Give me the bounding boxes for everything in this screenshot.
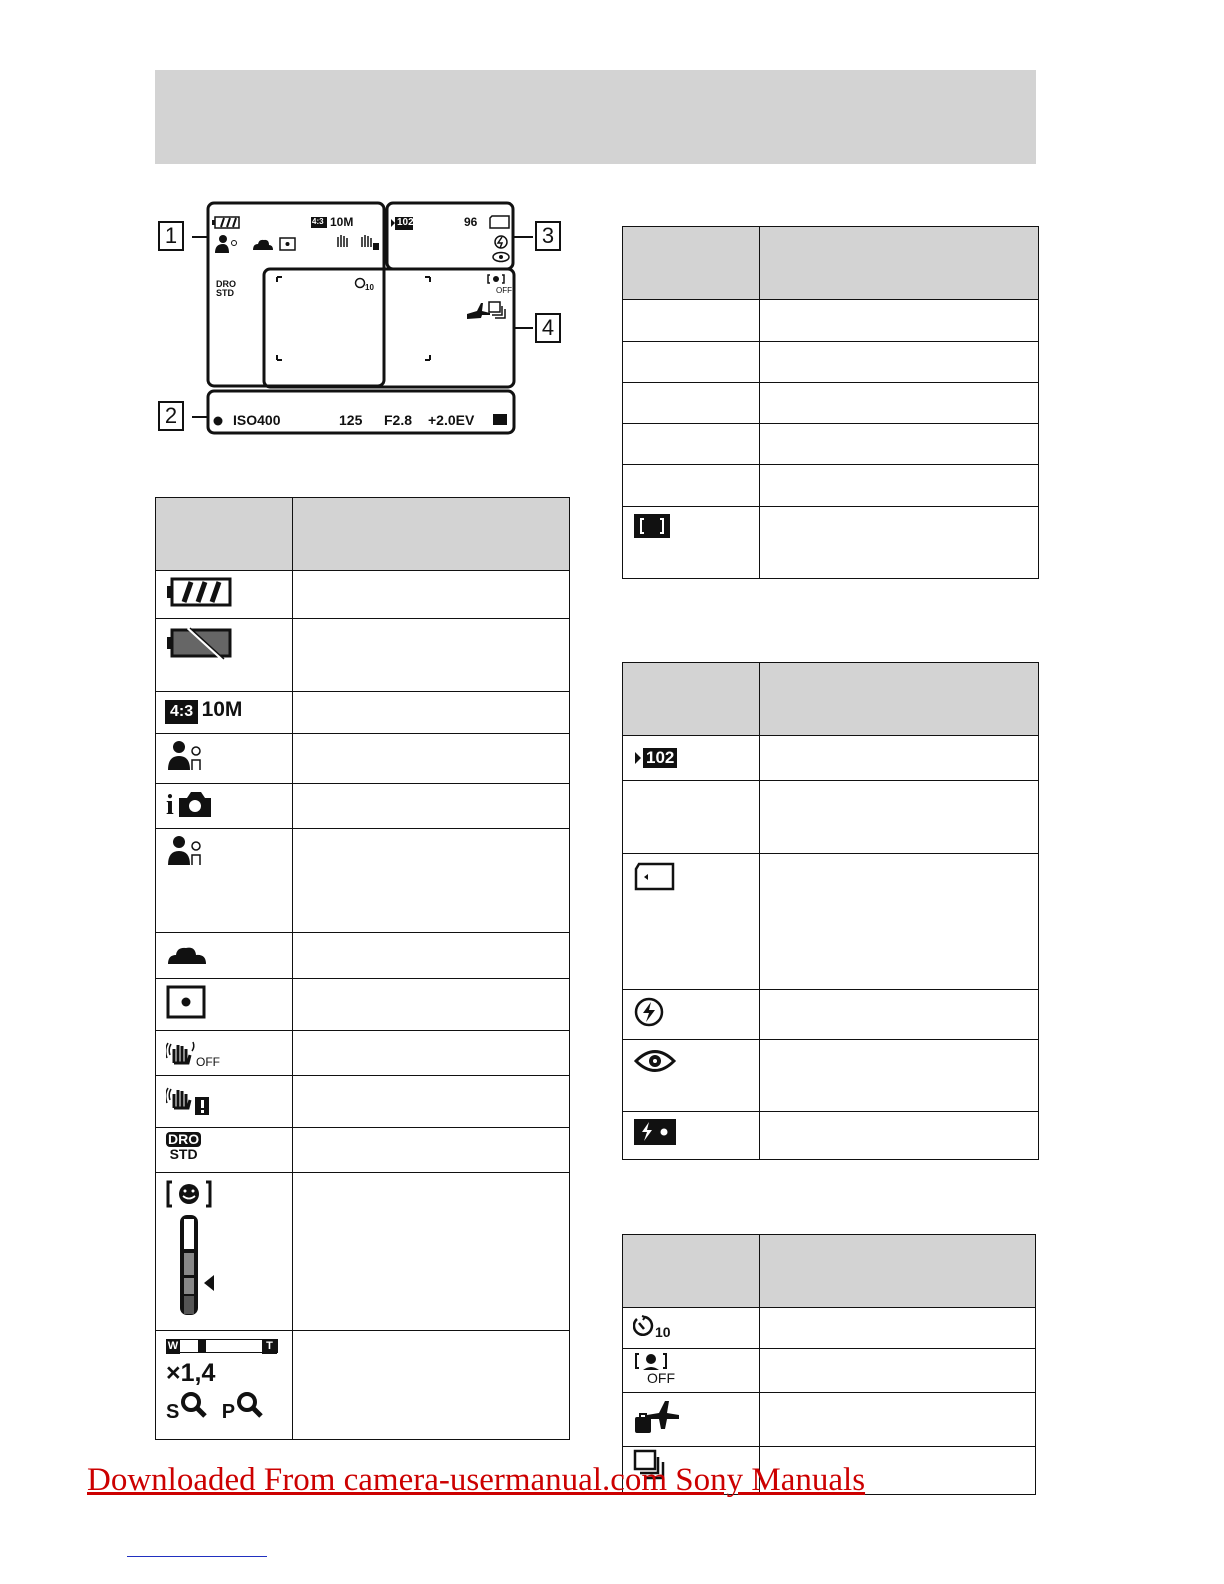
desc-cell (760, 736, 1039, 781)
icon-cell (623, 383, 760, 424)
icon-cell (156, 784, 293, 829)
steady-shot-warning-icon (166, 1082, 214, 1116)
table-row (623, 781, 1039, 854)
desc-cell (293, 571, 570, 619)
table-row (156, 692, 570, 734)
aspect-text: 4:3 (170, 703, 194, 720)
af-frame-icon (633, 513, 671, 541)
table-row (156, 1173, 570, 1331)
s-magnifier-icon (179, 1390, 209, 1418)
desc-cell (760, 1393, 1036, 1447)
icon-cell (623, 342, 760, 383)
table-row (623, 1393, 1036, 1447)
shutter-value: 125 (339, 412, 363, 428)
table-row (623, 300, 1039, 342)
table-row (623, 507, 1039, 579)
table-row (156, 1331, 570, 1440)
section-number-4: 4 (535, 313, 561, 343)
desc-cell (760, 854, 1039, 990)
indicator-table-1 (155, 497, 570, 1440)
table-row (623, 424, 1039, 465)
off-text: OFF (196, 1055, 220, 1069)
desc-cell (760, 990, 1039, 1040)
face-detection-off-icon (633, 1352, 693, 1386)
desc-cell (293, 1031, 570, 1076)
table-row (623, 342, 1039, 383)
icon-cell (156, 1173, 293, 1331)
table-row (156, 571, 570, 619)
table-row (623, 1349, 1036, 1393)
zoom-bar (166, 1337, 278, 1355)
bottom-rule (127, 1556, 267, 1557)
folder-number: 102 (646, 748, 675, 767)
travel-plane-icon (633, 1399, 681, 1435)
icon-cell (156, 1128, 293, 1173)
dro-line1: DRO (216, 279, 236, 289)
icon-cell (623, 1393, 760, 1447)
steady-shot-off-icon (166, 1037, 196, 1069)
table-row (156, 933, 570, 979)
table-row (156, 979, 570, 1031)
section-number-2: 2 (158, 401, 184, 431)
table-row (623, 854, 1039, 990)
header-cell (760, 1235, 1036, 1308)
desc-cell (760, 424, 1039, 465)
face-off-text: OFF (647, 1370, 675, 1386)
self-timer-sub: 10 (655, 1324, 671, 1340)
zoom-sp-icons (166, 1390, 282, 1424)
folder-box (643, 748, 677, 768)
battery-empty-icon (166, 625, 232, 661)
screen-diagram-graphic (155, 195, 575, 445)
camera-icon (178, 790, 212, 818)
desc-cell (293, 692, 570, 734)
icon-cell (156, 619, 293, 692)
desc-cell (760, 507, 1039, 579)
folder-arrow-icon (633, 748, 643, 768)
section-number-3: 3 (535, 221, 561, 251)
header-cell (623, 227, 760, 300)
icon-cell (623, 1308, 760, 1349)
s-text: S (166, 1401, 180, 1423)
icon-cell (623, 1349, 760, 1393)
section-number-1: 1 (158, 221, 184, 251)
p-text: P (221, 1401, 236, 1423)
desc-cell (760, 781, 1039, 854)
icon-cell (623, 507, 760, 579)
desc-cell (760, 1349, 1036, 1393)
zoom-multiplier: ×1,4 (166, 1359, 216, 1387)
icon-cell (623, 990, 760, 1040)
icon-cell (156, 571, 293, 619)
indicator-table-3 (622, 662, 1039, 1160)
icon-cell (623, 1112, 760, 1160)
dro-text: DRO (168, 1131, 200, 1147)
table-row (623, 736, 1039, 781)
header-cell (293, 498, 570, 571)
icon-cell (156, 829, 293, 933)
icon-cell (156, 692, 293, 734)
aspect-box (166, 701, 197, 723)
icon-cell (156, 734, 293, 784)
icon-cell (623, 300, 760, 342)
desc-cell (293, 784, 570, 829)
desc-cell (293, 933, 570, 979)
table-row (156, 619, 570, 692)
download-source-link[interactable]: Downloaded From camera-usermanual.com Sony Manuals (87, 1462, 866, 1498)
table-row (623, 383, 1039, 424)
spot-meter-icon (166, 985, 208, 1019)
desc-cell (293, 1128, 570, 1173)
zoom-w-label: W (167, 1340, 179, 1352)
header-cell (623, 1235, 760, 1308)
image-size-label: 10M (330, 215, 354, 229)
desc-cell (760, 1308, 1036, 1349)
face-off-label: OFF (496, 286, 512, 295)
table-header-row (156, 498, 570, 571)
desc-cell (760, 383, 1039, 424)
zoom-t-label: T (262, 1339, 277, 1354)
self-timer-icon (633, 1314, 655, 1340)
desc-cell (293, 1076, 570, 1128)
folder-label: 102 (397, 217, 414, 228)
iso-value: ISO400 (233, 412, 281, 428)
zoom-position-marker (198, 1340, 206, 1353)
dro-label (216, 280, 236, 298)
desc-cell (760, 1112, 1039, 1160)
table-row (156, 829, 570, 933)
dro-std-icon (166, 1132, 201, 1162)
remaining-count: 96 (464, 215, 478, 229)
desc-cell (760, 465, 1039, 507)
table-row (156, 1128, 570, 1173)
table-header-row (623, 1235, 1036, 1308)
flash-spot-icon (633, 1118, 679, 1148)
desc-cell (760, 300, 1039, 342)
table-row (623, 465, 1039, 507)
desc-cell (760, 1040, 1039, 1112)
header-cell (760, 663, 1039, 736)
p-magnifier-icon (235, 1390, 265, 1418)
desc-cell (293, 829, 570, 933)
table-row (156, 784, 570, 829)
table-row (156, 734, 570, 784)
table-row (156, 1076, 570, 1128)
table-header-row (623, 663, 1039, 736)
battery-full-icon (166, 577, 232, 607)
icon-cell (623, 465, 760, 507)
intelligent-i: i (166, 790, 174, 821)
icon-cell (623, 1040, 760, 1112)
desc-cell (293, 979, 570, 1031)
icon-cell (623, 854, 760, 990)
exposure-value: +2.0EV (428, 412, 475, 428)
icon-cell (623, 424, 760, 465)
header-cell (156, 498, 293, 571)
memory-card-icon (633, 862, 677, 892)
desc-cell (293, 734, 570, 784)
icon-cell (156, 933, 293, 979)
indicator-table-2 (622, 226, 1039, 579)
icon-cell (156, 1076, 293, 1128)
smile-detection-scale-icon (166, 1179, 226, 1319)
screen-diagram (155, 195, 575, 445)
header-cell (760, 227, 1039, 300)
icon-cell (156, 1331, 293, 1440)
aspect-ratio-label: 4:3 (312, 217, 324, 226)
table-row (623, 1308, 1036, 1349)
self-timer-sub: 10 (365, 283, 374, 292)
aperture-value: F2.8 (384, 412, 413, 428)
table-row (623, 1112, 1039, 1160)
icon-cell (623, 781, 760, 854)
page-header-bar (155, 70, 1036, 164)
header-cell (623, 663, 760, 736)
icon-cell (623, 736, 760, 781)
smile-shutter-icon (166, 740, 206, 772)
table-row (156, 1031, 570, 1076)
desc-cell (293, 619, 570, 692)
flash-off-icon (633, 996, 667, 1028)
cloud-icon (166, 939, 210, 967)
desc-cell (293, 1331, 570, 1440)
table-header-row (623, 227, 1039, 300)
icon-cell (156, 1031, 293, 1076)
scene-person-icon (166, 835, 206, 867)
dro-line2: STD (216, 288, 234, 298)
table-row (623, 1040, 1039, 1112)
icon-cell (156, 979, 293, 1031)
std-text: STD (169, 1146, 198, 1162)
size-text: 10M (201, 698, 243, 721)
table-row (623, 990, 1039, 1040)
desc-cell (760, 342, 1039, 383)
desc-cell (293, 1173, 570, 1331)
red-eye-icon (633, 1046, 679, 1076)
indicator-table-4 (622, 1234, 1036, 1495)
